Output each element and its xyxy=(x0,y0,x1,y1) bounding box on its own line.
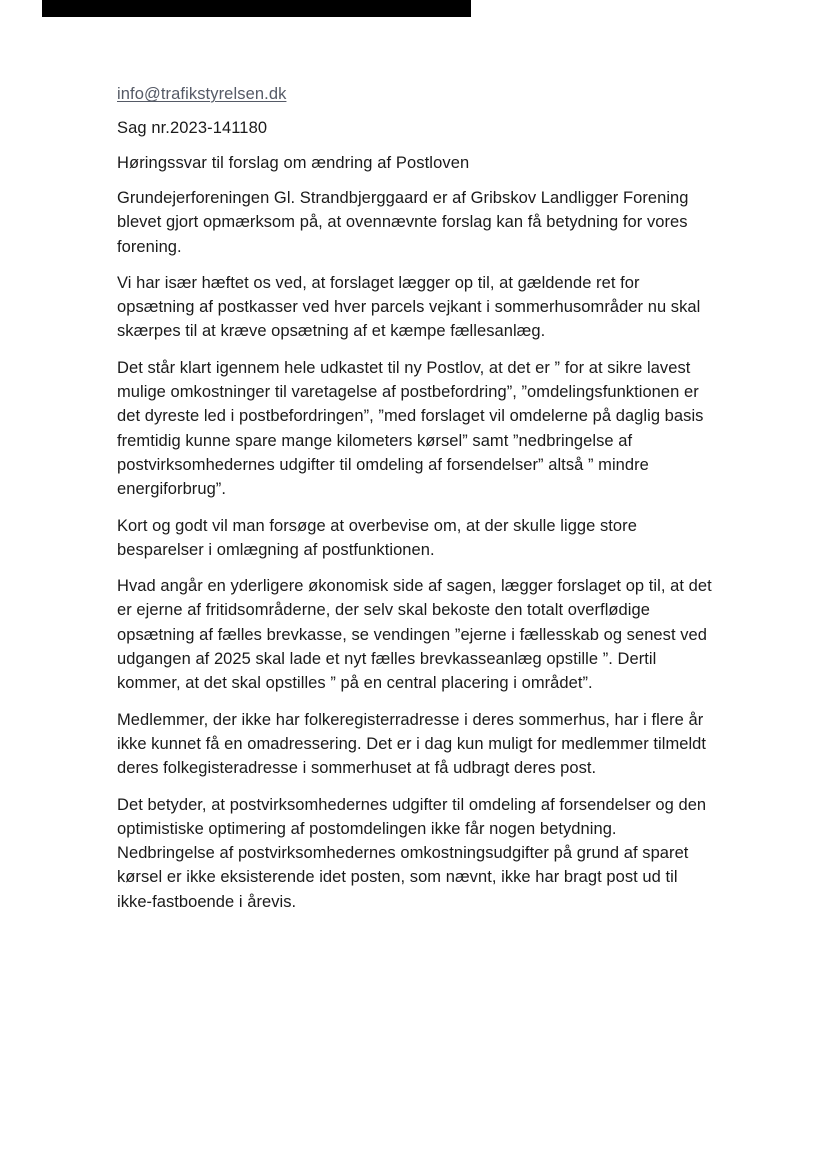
subject-line: Høringssvar til forslag om ændring af Postloven xyxy=(117,154,470,172)
paragraph-4: Kort og godt vil man forsøge at overbevise om, at der skulle ligge store besparelser i omlægning af postfunktionen. xyxy=(117,516,637,559)
paragraph-2: Vi har især hæftet os ved, at forslaget lægger op til, at gældende ret for opsætning af postkasser ved hver parcels vejkant i sommerhusområder nu skal skærpes til at kræve opsætning af et kæmpe fællesanlæg. xyxy=(117,273,701,341)
paragraph-1: Grundejerforeningen Gl. Strandbjerggaard er af Gribskov Landligger Forening blevet gjort opmærksom på, at ovennævnte forslag kan få betydning for vores forening. xyxy=(117,189,689,256)
redaction-bar xyxy=(42,0,471,17)
case-number: Sag nr.2023-141180 xyxy=(117,119,268,137)
email-link[interactable]: info@trafikstyrelsen.dk xyxy=(117,85,287,103)
paragraph-6: Medlemmer, der ikke har folkeregisterradresse i deres sommerhus, har i flere år ikke kunnet få en omadressering. Det er i dag kun muligt for medlemmer tilmeldt deres folkegisteradresse i sommerhuset at få udbragt deres post. xyxy=(117,710,707,778)
paragraph-7: Det betyder, at postvirksomhedernes udgifter til omdeling af forsendelser og den optimistiske optimering af postomdelingen ikke får nogen betydning. Nedbringelse af postvirksomhedernes omkostningsudgifter på grund af sparet kørsel er ikke eksisterende idet posten, som nævnt, ikke har bragt post ud til ikke-fastboende i årevis. xyxy=(117,795,707,911)
paragraph-5: Hvad angår en yderligere økonomisk side af sagen, lægger forslaget op til, at det er ejerne af fritidsområderne, der selv skal bekoste den totalt overflødige opsætning af fælles brevkasse, se vendingen ”ejerne i fællesskab og senest ved udgangen af 2025 skal lade et nyt fælles brevkasseanlæg opstille ”. Dertil kommer, at det skal opstilles ” på en central placering i området”. xyxy=(117,577,712,693)
letter-body xyxy=(117,82,717,926)
paragraph-3: Det står klart igennem hele udkastet til ny Postlov, at det er ” for at sikre lavest mulige omkostninger til varetagelse af postbefordring”, ”omdelingsfunktionen er det dyreste led i postbefordringen”, ”med forslaget vil omdelerne på daglig basis fremtidig kunne spare mange kilometers kørsel” samt ”nedbringelse af postvirksomhedernes udgifter til omdeling af forsendelser” altså ” mindre energiforbrug”. xyxy=(117,358,704,499)
